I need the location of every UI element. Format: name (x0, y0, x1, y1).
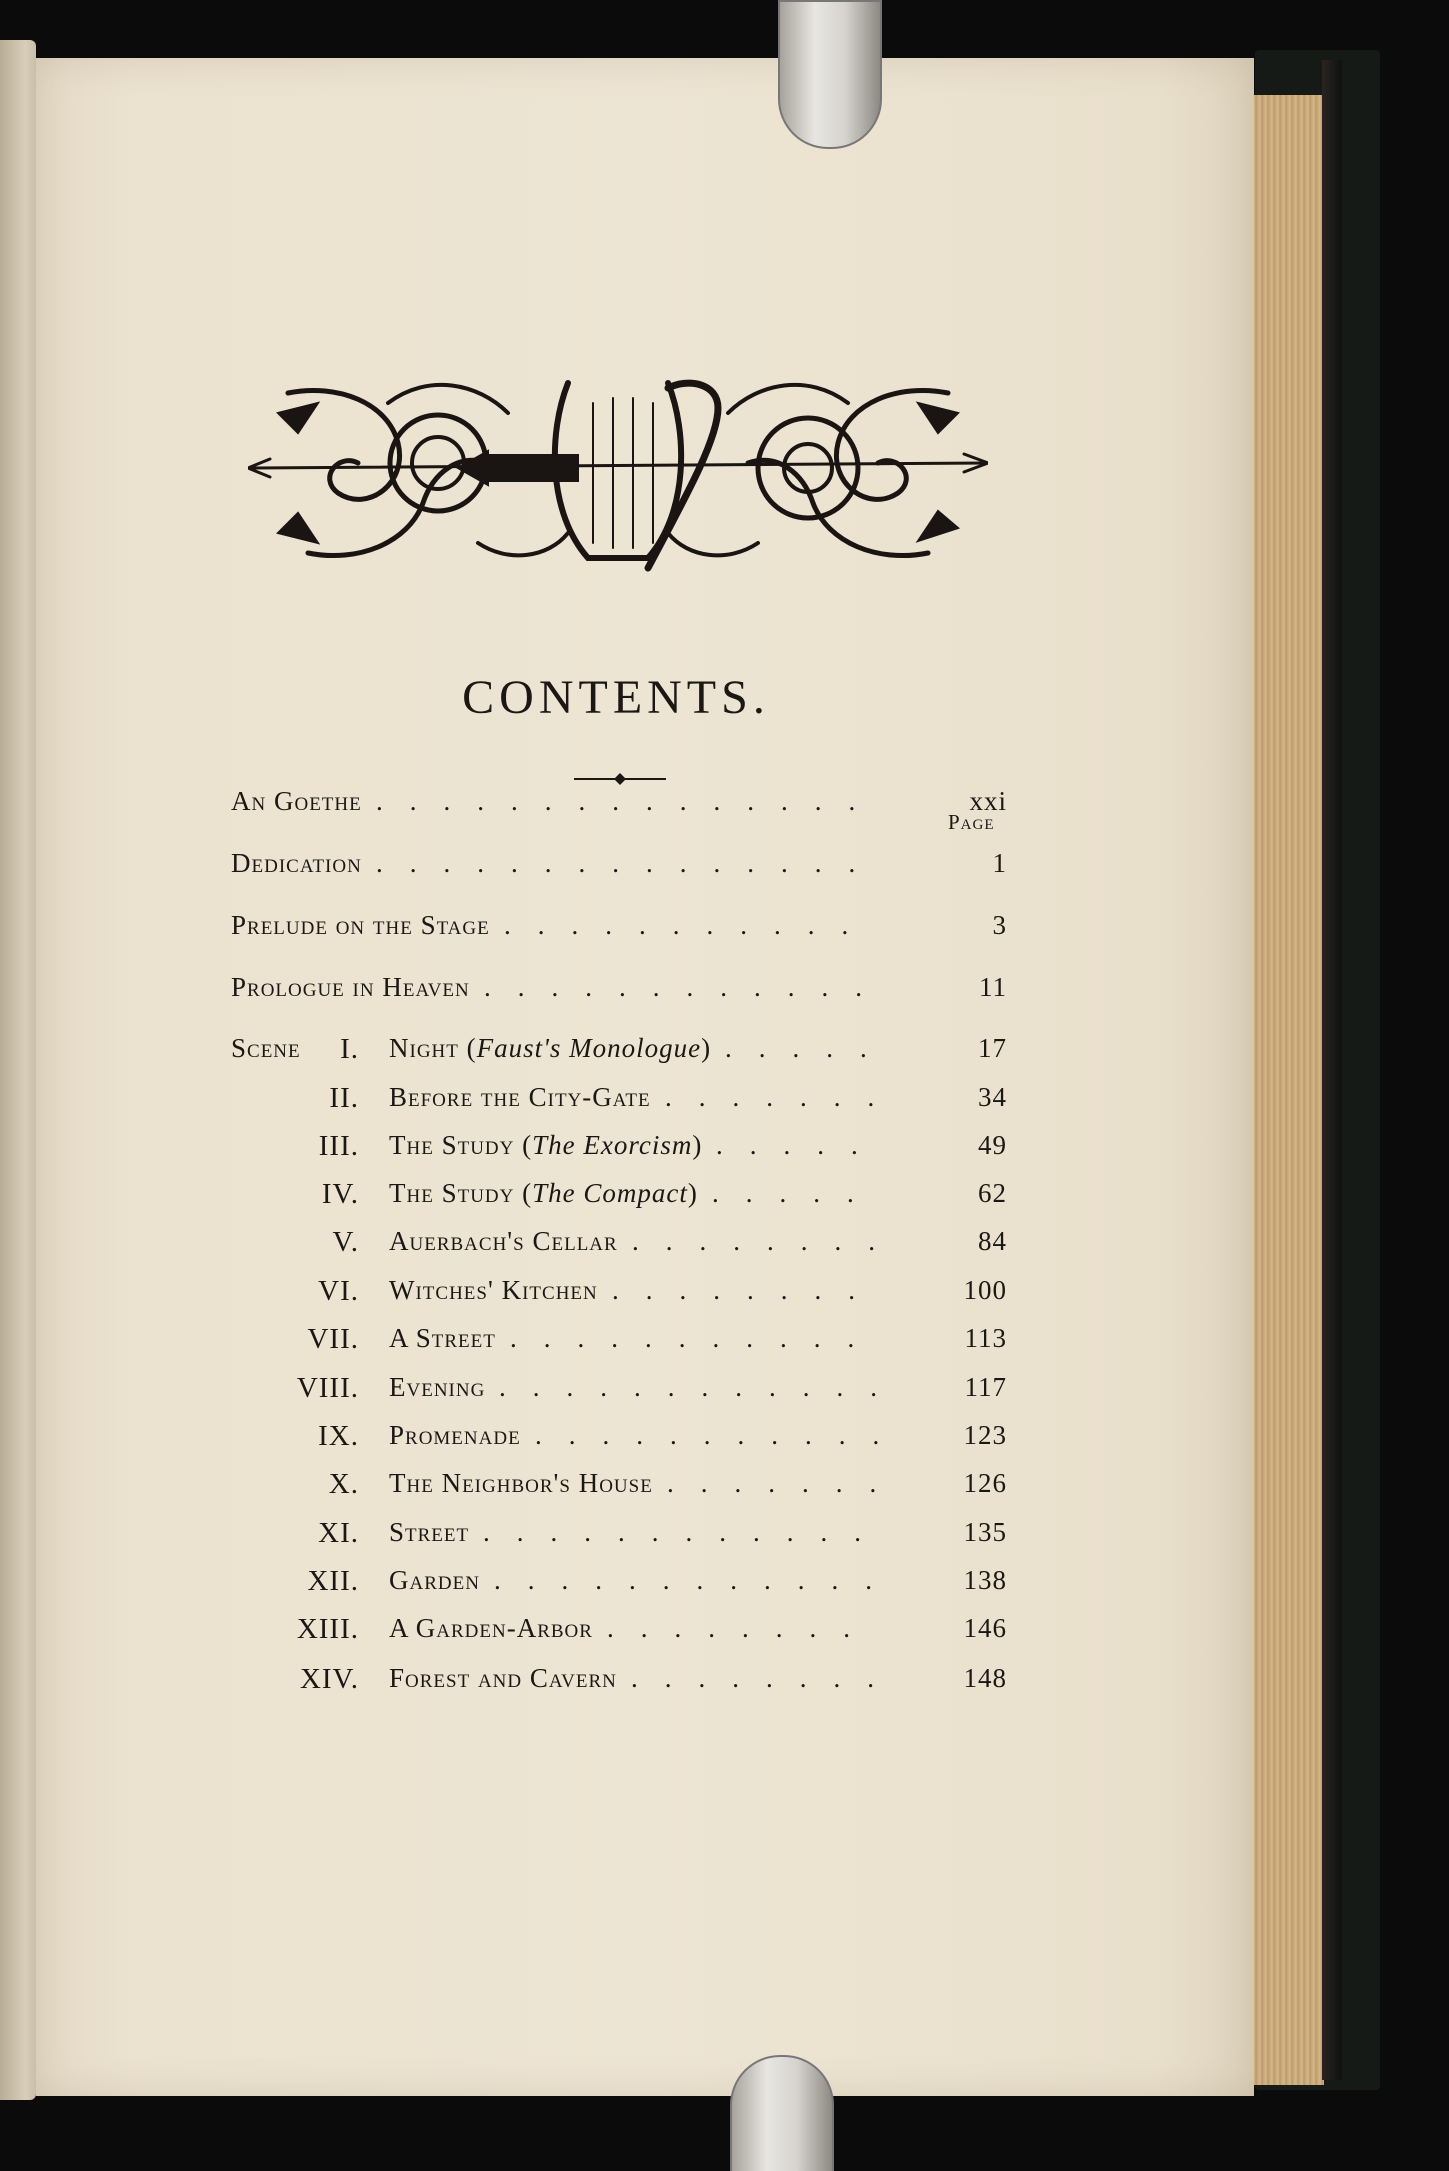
dot-leaders: ............ (499, 1372, 904, 1402)
entry-page-number: 11 (979, 972, 1007, 1002)
scene-title: Garden (389, 1565, 480, 1595)
entry-page-number: 113 (964, 1323, 1007, 1353)
dot-leaders: ........ (631, 1663, 901, 1693)
scene-title: Promenade (389, 1420, 521, 1450)
contents-heading: CONTENTS. (462, 671, 770, 724)
dot-leaders: ..... (725, 1033, 894, 1063)
dot-leaders: ..... (716, 1130, 885, 1160)
contents-entry[interactable] (231, 1082, 1031, 1122)
scene-numeral: X. (328, 1468, 359, 1500)
entry-page-number: 126 (963, 1468, 1007, 1498)
entry-title: Night (Faust's Monologue) (389, 1033, 712, 1063)
contents-entry[interactable] (231, 1033, 1031, 1073)
entry-page-number: 138 (963, 1565, 1007, 1595)
entry-title (389, 1613, 593, 1644)
decorative-headpiece-ornament (248, 363, 988, 583)
entry-page-number: 146 (963, 1613, 1007, 1643)
scene-subtitle: Faust's Monologue (476, 1033, 702, 1063)
dot-leaders: ............... (376, 786, 883, 816)
scene-numeral: IX. (318, 1420, 359, 1452)
scene-title: Forest and Cavern (389, 1663, 617, 1693)
entry-page-number: 34 (978, 1082, 1007, 1112)
scene-title: The Study (389, 1178, 515, 1208)
contents-entry[interactable] (231, 848, 1031, 888)
contents-entry[interactable] (231, 1420, 1031, 1460)
page-edges (1250, 95, 1324, 2085)
entry-page-number: 123 (963, 1420, 1007, 1450)
scene-title: Auerbach's Cellar (389, 1226, 618, 1256)
entry-title: The Study (The Exorcism) (389, 1130, 703, 1160)
scene-title: A Street (389, 1323, 496, 1353)
scene-numeral: XIII. (296, 1613, 359, 1645)
contents-entry[interactable] (231, 910, 1031, 950)
scene-title: The Study (389, 1130, 515, 1160)
contents-entry[interactable] (231, 1663, 1031, 1703)
entry-title (389, 1517, 469, 1548)
scene-word: Scene (231, 1033, 301, 1063)
contents-entry[interactable] (231, 1178, 1031, 1218)
scene-numeral: II. (329, 1082, 359, 1114)
scene-numeral: XIV. (299, 1663, 359, 1695)
dot-leaders: ........ (612, 1275, 882, 1305)
contents-entry[interactable] (231, 1372, 1031, 1412)
cover-edge (1322, 60, 1342, 2080)
dot-leaders: ..... (712, 1178, 881, 1208)
contents-page (36, 58, 1254, 2096)
scene-title: Night (389, 1033, 459, 1063)
dot-leaders: ............... (376, 848, 883, 878)
entry-page-number: 148 (963, 1663, 1007, 1693)
entry-title: An Goethe (231, 786, 362, 816)
entry-title (389, 1275, 598, 1306)
entry-title (389, 1663, 617, 1694)
entry-title: Dedication (231, 848, 362, 878)
entry-title (389, 1226, 618, 1257)
dot-leaders: ........ (607, 1613, 877, 1643)
dot-leaders: ............ (483, 1517, 888, 1547)
scene-numeral: XI. (318, 1517, 359, 1549)
dot-leaders: ............ (484, 972, 889, 1002)
scene-numeral: VIII. (296, 1372, 359, 1404)
scene-numeral: VI. (318, 1275, 359, 1307)
entry-title: The Study (The Compact) (389, 1178, 698, 1208)
scene-numeral: III. (318, 1130, 359, 1162)
dot-leaders: ............ (494, 1565, 899, 1595)
contents-entry[interactable] (231, 1565, 1031, 1605)
entry-title: Prelude on the Stage (231, 910, 490, 940)
scene-numeral: XII. (307, 1565, 359, 1597)
scene-subtitle: The Compact (532, 1178, 688, 1208)
facing-page-edge (0, 40, 36, 2100)
entry-page-number: 135 (963, 1517, 1007, 1547)
contents-entry[interactable] (231, 1130, 1031, 1170)
entry-title (389, 1468, 653, 1499)
scene-title: Before the City-Gate (389, 1082, 651, 1112)
dot-leaders: ........... (510, 1323, 882, 1353)
entry-page-number: 17 (978, 1033, 1007, 1063)
title-rule-ornament (574, 772, 666, 786)
entry-title (389, 1323, 496, 1354)
contents-entry[interactable] (231, 786, 1031, 826)
page-clip-top (778, 0, 882, 149)
entry-page-number: 84 (978, 1226, 1007, 1256)
scene-title: Street (389, 1517, 470, 1547)
entry-title (389, 1420, 521, 1451)
scene-subtitle: The Exorcism (532, 1130, 693, 1160)
page-clip-bottom (730, 2055, 834, 2171)
contents-entry[interactable] (231, 1226, 1031, 1266)
contents-entry[interactable] (231, 1323, 1031, 1363)
contents-entry[interactable] (231, 1613, 1031, 1653)
scene-numeral: I. (340, 1033, 359, 1065)
dot-leaders: ........... (535, 1420, 907, 1450)
page-column-label: Page (948, 810, 995, 834)
contents-entry[interactable] (231, 1468, 1031, 1508)
scene-numeral: V. (332, 1226, 359, 1258)
entry-page-number: 117 (964, 1372, 1007, 1402)
scene-title: A Garden-Arbor (389, 1613, 593, 1643)
scene-title: Witches' Kitchen (389, 1275, 598, 1305)
scene-numeral: VII. (307, 1323, 359, 1355)
dot-leaders: ....... (667, 1468, 904, 1498)
scene-title: The Neighbor's House (389, 1468, 653, 1498)
contents-entry[interactable] (231, 972, 1031, 1012)
dot-leaders: ....... (665, 1082, 902, 1112)
entry-page-number: 49 (978, 1130, 1007, 1160)
dot-leaders: ........... (504, 910, 876, 940)
entry-title (389, 1565, 480, 1596)
entry-page-number: 100 (963, 1275, 1007, 1305)
entry-page-number: 3 (992, 910, 1007, 940)
scene-title: Evening (389, 1372, 486, 1402)
entry-title: Prologue in Heaven (231, 972, 470, 1002)
contents-entry[interactable] (231, 1275, 1031, 1315)
entry-page-number: 62 (978, 1178, 1007, 1208)
entry-page-number: xxi (969, 786, 1007, 816)
dot-leaders: ........ (632, 1226, 902, 1256)
entry-title (389, 1372, 485, 1403)
entry-page-number: 1 (992, 848, 1007, 878)
contents-entry[interactable] (231, 1517, 1031, 1557)
scene-numeral: IV. (321, 1178, 359, 1210)
entry-title (389, 1082, 651, 1113)
